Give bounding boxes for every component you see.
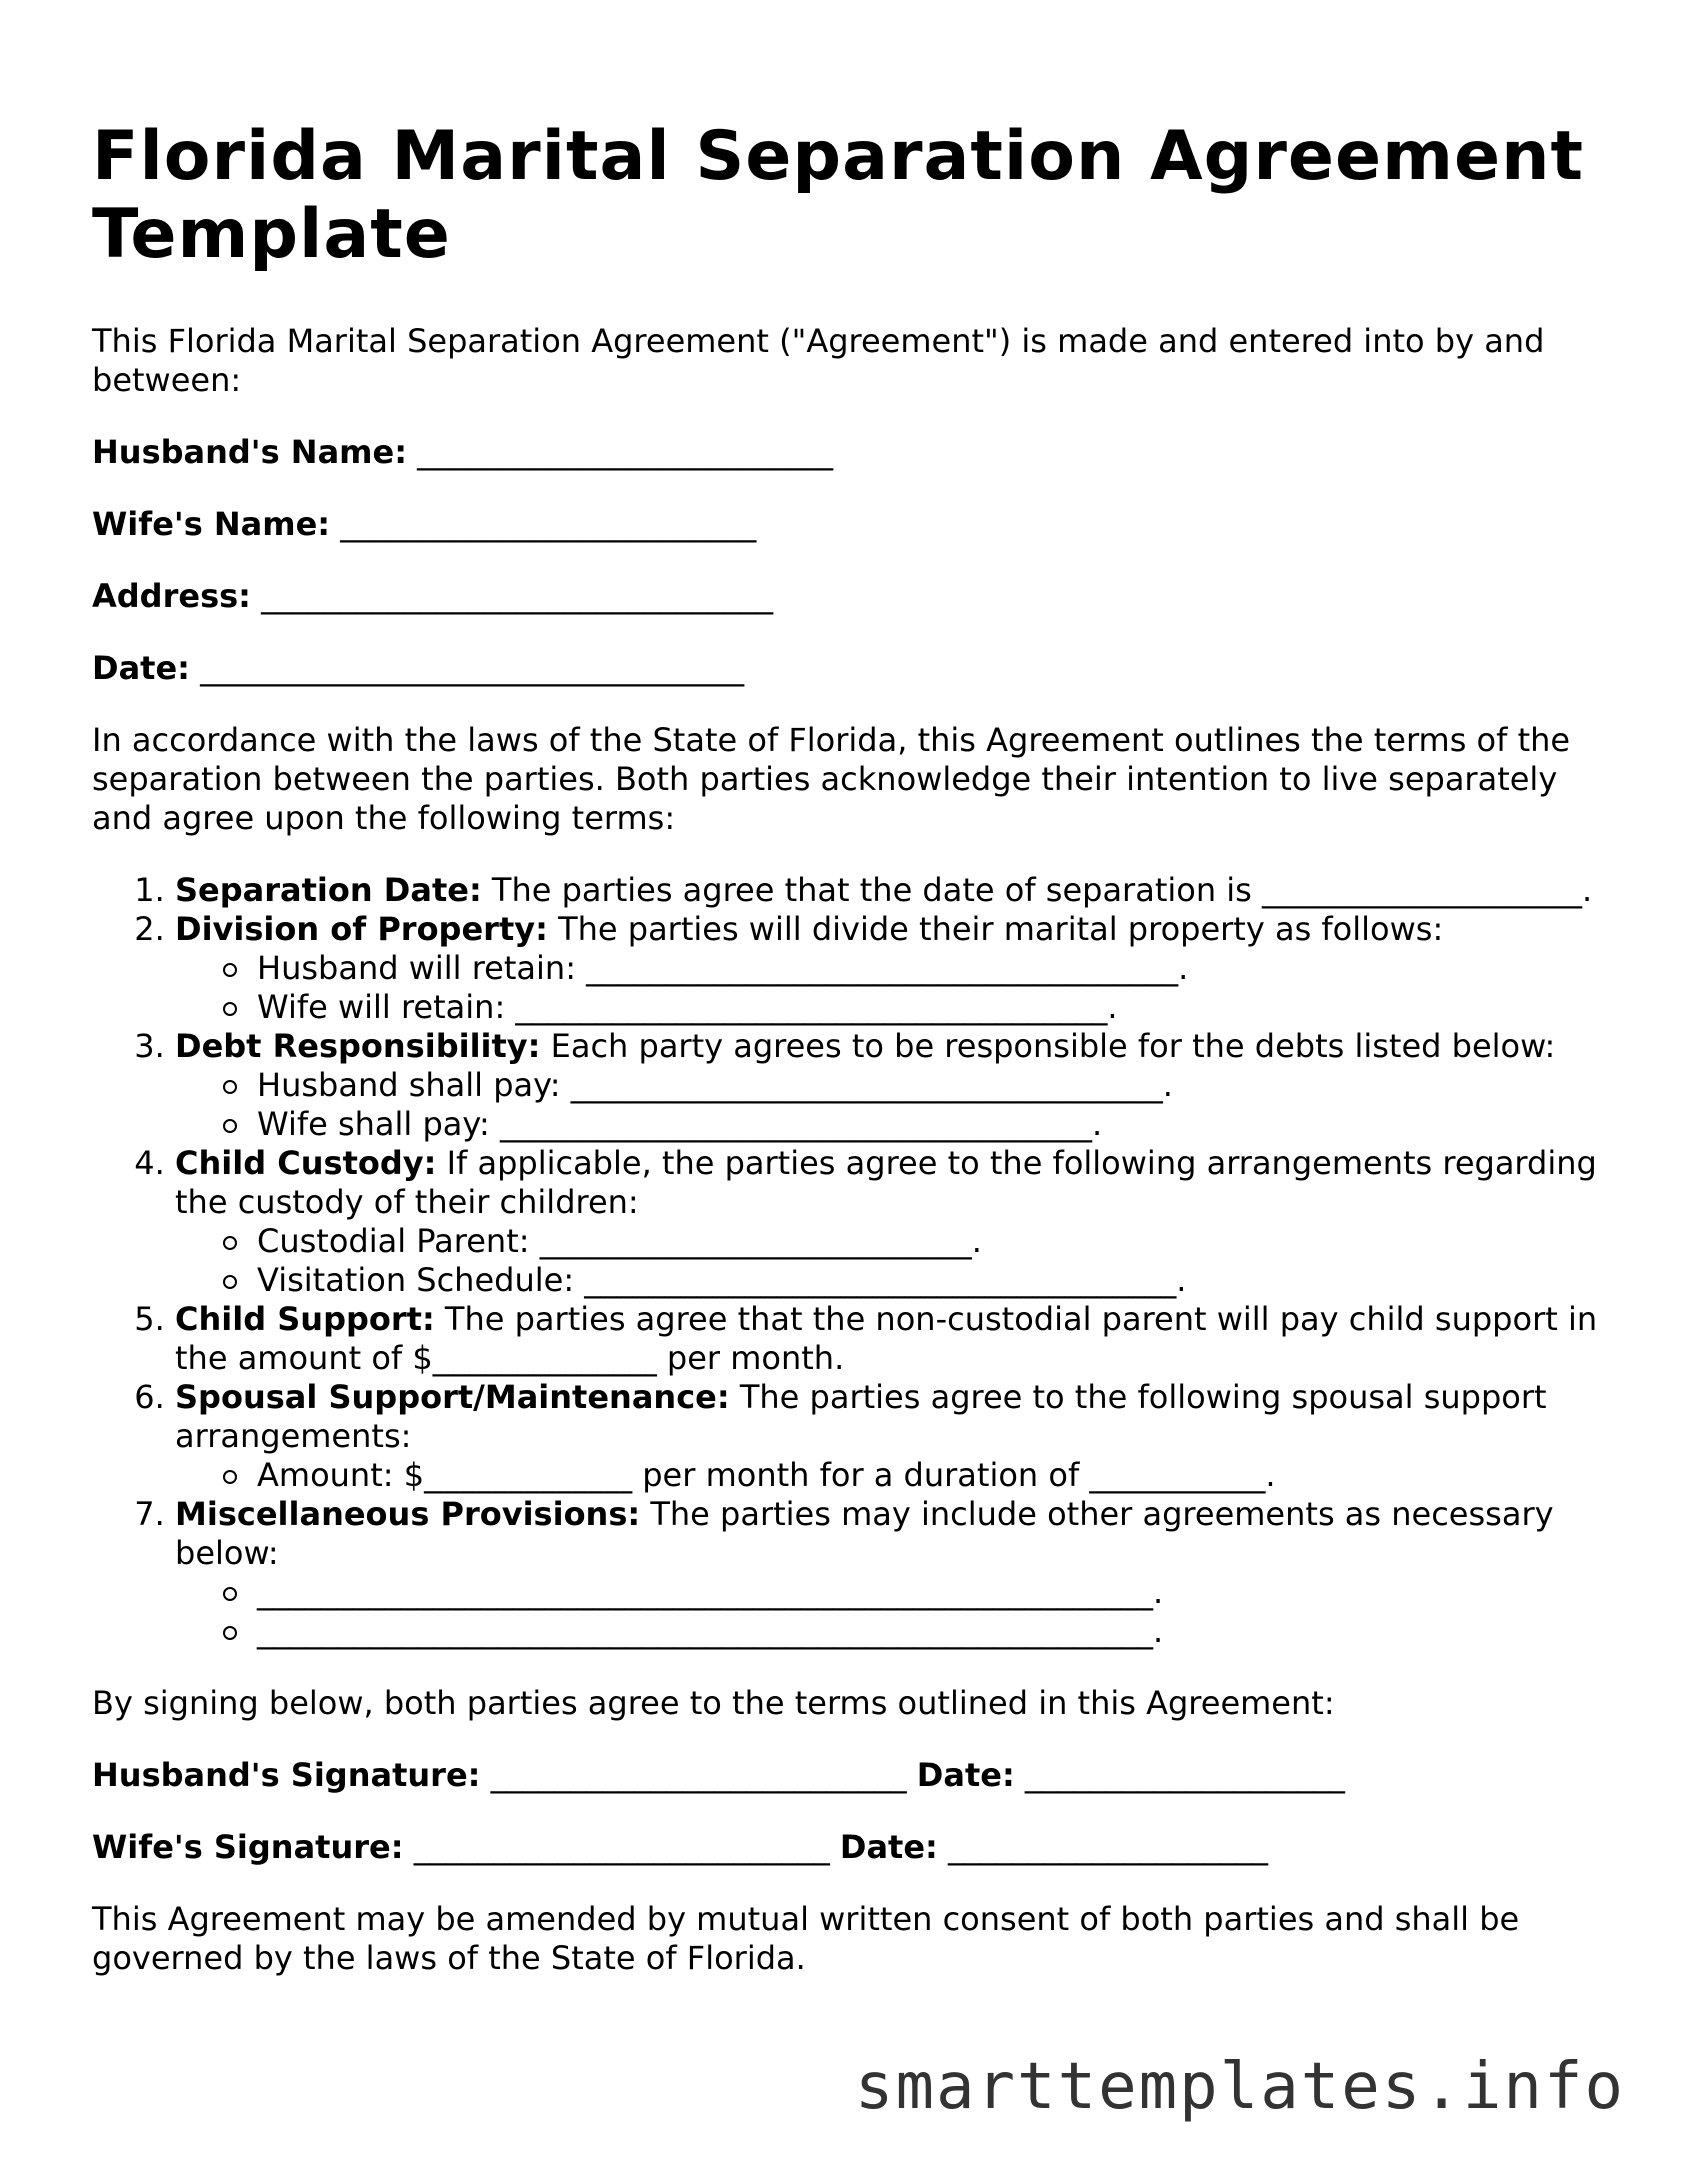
intro-paragraph: This Florida Marital Separation Agreement ("Agreement") is made and entered into by and between: <box>92 322 1545 399</box>
wife-name-field <box>92 505 1602 544</box>
wife-signature-blank[interactable]: __________________________ <box>413 1828 830 1866</box>
document-title: Florida Marital Separation Agreement Template <box>92 117 1584 274</box>
term-heading: Debt Responsibility: <box>175 1027 541 1065</box>
term-spousal-support <box>175 1378 1602 1495</box>
husband-name-field <box>92 433 1602 472</box>
term-heading: Division of Property: <box>175 910 548 948</box>
term-child-custody <box>175 1144 1602 1300</box>
date-label: Date: <box>92 649 190 687</box>
wife-signature-date-blank[interactable]: ____________________ <box>948 1828 1268 1866</box>
sub-item: Husband will retain: _____________________________________. <box>223 949 1602 988</box>
closing-paragraph: This Agreement may be amended by mutual written consent of both parties and shall be governed by the laws of the State of Florida. <box>92 1900 1520 1977</box>
terms-list <box>92 871 1602 1651</box>
husband-name-blank[interactable]: __________________________ <box>417 433 834 471</box>
wife-signature-label: Wife's Signature: <box>92 1828 404 1866</box>
term-text: The parties agree that the non-custodial parent will pay child support in the amount of $______________ per month. <box>175 1300 1598 1377</box>
term-heading: Child Custody: <box>175 1144 437 1182</box>
wife-name-label: Wife's Name: <box>92 505 331 543</box>
wife-signature-line <box>92 1828 1602 1867</box>
term-division-of-property <box>175 910 1602 1027</box>
sub-item: Husband shall pay: _____________________________________. <box>223 1066 1602 1105</box>
term-heading: Spousal Support/Maintenance: <box>175 1378 730 1416</box>
address-blank[interactable]: ________________________________ <box>261 577 774 615</box>
document <box>92 118 1602 2011</box>
term-separation-date <box>175 871 1602 910</box>
term-text: The parties agree that the date of separation is ____________________. <box>481 871 1593 909</box>
address-label: Address: <box>92 577 251 615</box>
watermark: smarttemplates.info <box>854 2050 1625 2124</box>
sub-list <box>175 1573 1602 1651</box>
sub-item: Custodial Parent: ___________________________. <box>223 1222 1602 1261</box>
sub-item: Wife shall pay: _____________________________________. <box>223 1105 1602 1144</box>
term-heading: Miscellaneous Provisions: <box>175 1495 641 1533</box>
term-text: The parties may include other agreements as necessary below: <box>175 1495 1554 1572</box>
term-child-support <box>175 1300 1602 1378</box>
sub-item: ________________________________________________________. <box>223 1612 1602 1651</box>
term-miscellaneous <box>175 1495 1602 1651</box>
sub-list <box>175 1222 1602 1300</box>
husband-signature-date-label: Date: <box>916 1756 1015 1794</box>
term-heading: Child Support: <box>175 1300 435 1338</box>
term-text: Each party agrees to be responsible for the debts listed below: <box>540 1027 1556 1065</box>
wife-name-blank[interactable]: __________________________ <box>340 505 757 543</box>
sub-item: Amount: $_____________ per month for a duration of ___________. <box>223 1456 1602 1495</box>
term-heading: Separation Date: <box>175 871 482 909</box>
accordance-paragraph: In accordance with the laws of the State of Florida, this Agreement outlines the terms of the separation between the parties. Both parties acknowledge their intention to live separately and agree upon the following terms: <box>92 721 1571 837</box>
term-text: The parties will divide their marital property as follows: <box>547 910 1444 948</box>
husband-signature-date-blank[interactable]: ____________________ <box>1024 1756 1345 1794</box>
husband-signature-line <box>92 1756 1602 1795</box>
date-blank[interactable]: __________________________________ <box>200 649 745 687</box>
date-field <box>92 649 1602 688</box>
sub-item: ________________________________________________________. <box>223 1573 1602 1612</box>
term-text: If applicable, the parties agree to the following arrangements regarding the custody of their children: <box>175 1144 1597 1221</box>
sub-item: Wife will retain: _____________________________________. <box>223 988 1602 1027</box>
husband-name-label: Husband's Name: <box>92 433 407 471</box>
sub-list <box>175 1456 1602 1495</box>
address-field <box>92 577 1602 616</box>
sub-list <box>175 1066 1602 1144</box>
signing-intro: By signing below, both parties agree to the terms outlined in this Agreement: <box>92 1684 1335 1722</box>
sub-item: Visitation Schedule: _____________________________________. <box>223 1261 1602 1300</box>
term-debt-responsibility <box>175 1027 1602 1144</box>
husband-signature-blank[interactable]: __________________________ <box>490 1756 907 1794</box>
sub-list <box>175 949 1602 1027</box>
husband-signature-label: Husband's Signature: <box>92 1756 481 1794</box>
wife-signature-date-label: Date: <box>839 1828 938 1866</box>
term-text: The parties agree to the following spousal support arrangements: <box>175 1378 1547 1455</box>
